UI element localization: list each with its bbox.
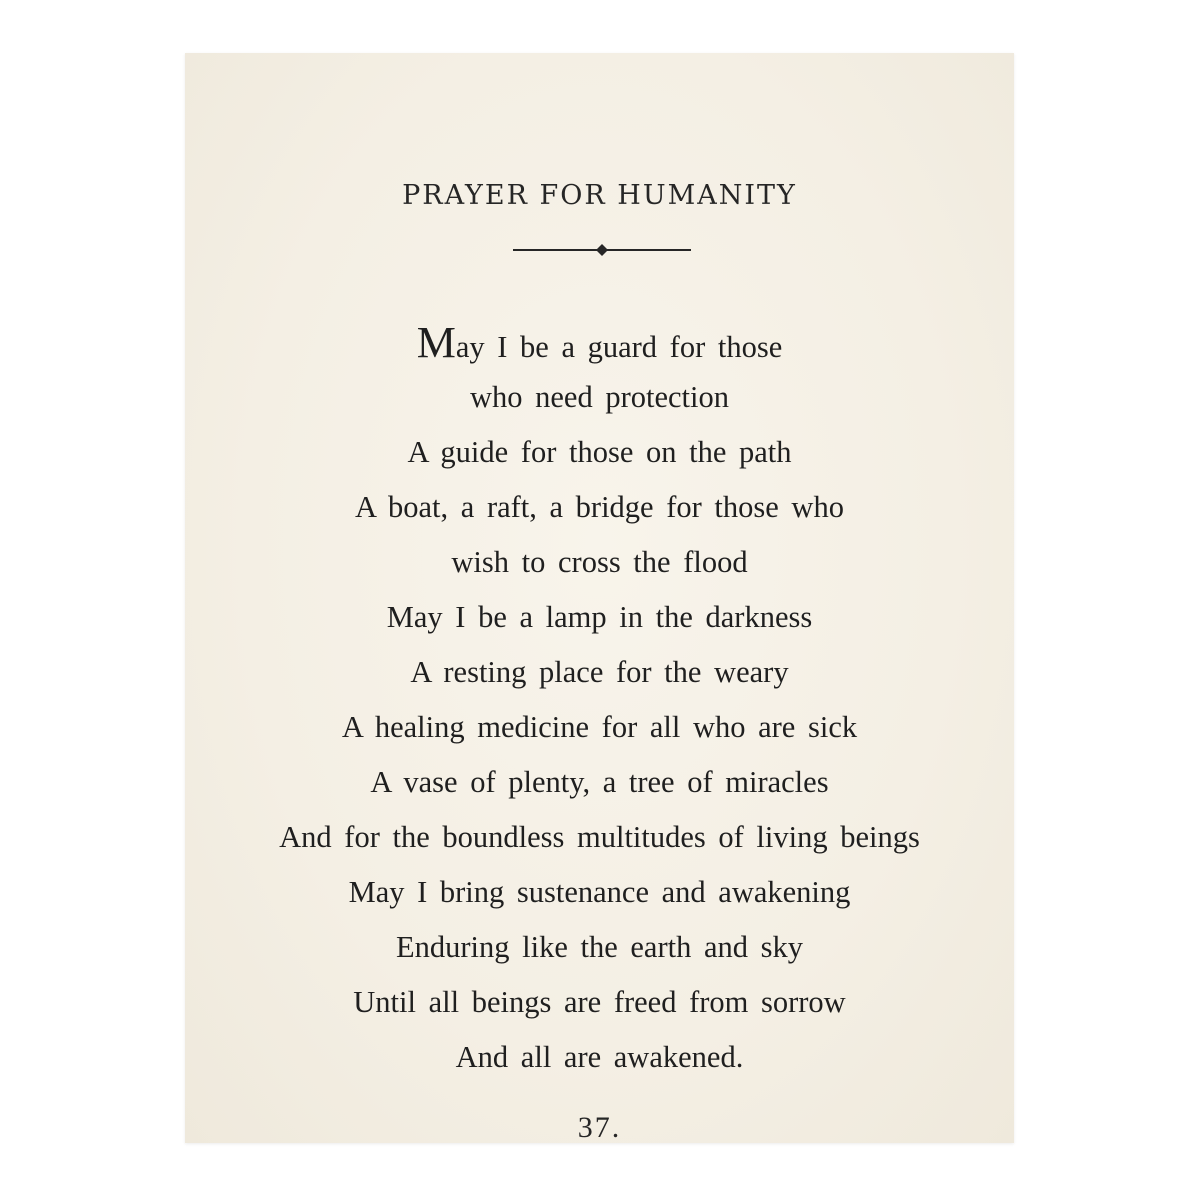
poem-line: A boat, a raft, a bridge for those who: [355, 490, 844, 524]
poem-line: And all are awakened.: [455, 1040, 744, 1074]
page-number: 37.: [577, 1111, 622, 1144]
poem-line: And for the boundless multitudes of living beings: [279, 820, 920, 854]
poem-line: who need protection: [469, 380, 729, 414]
poem-line: Until all beings are freed from sorrow: [353, 985, 846, 1019]
first-line-text: ay I be a guard for those: [455, 330, 783, 364]
diamond-rule-icon: [513, 243, 691, 257]
poem-line: [185, 315, 1014, 370]
poem-body: [185, 315, 1014, 1085]
page-title: PRAYER FOR HUMANITY: [402, 180, 797, 211]
poem-line: A guide for those on the path: [407, 435, 792, 469]
poem-line: May I bring sustenance and awakening: [348, 875, 851, 909]
poem-line: A vase of plenty, a tree of miracles: [370, 765, 829, 799]
poem-line: A resting place for the weary: [410, 655, 789, 689]
book-page: [185, 53, 1014, 1143]
initial-letter: M: [416, 318, 456, 367]
poem-line: A healing medicine for all who are sick: [341, 710, 858, 744]
poem-line: Enduring like the earth and sky: [396, 930, 803, 964]
poem-line: May I be a lamp in the darkness: [386, 600, 813, 634]
poem-line: wish to cross the flood: [451, 545, 748, 579]
